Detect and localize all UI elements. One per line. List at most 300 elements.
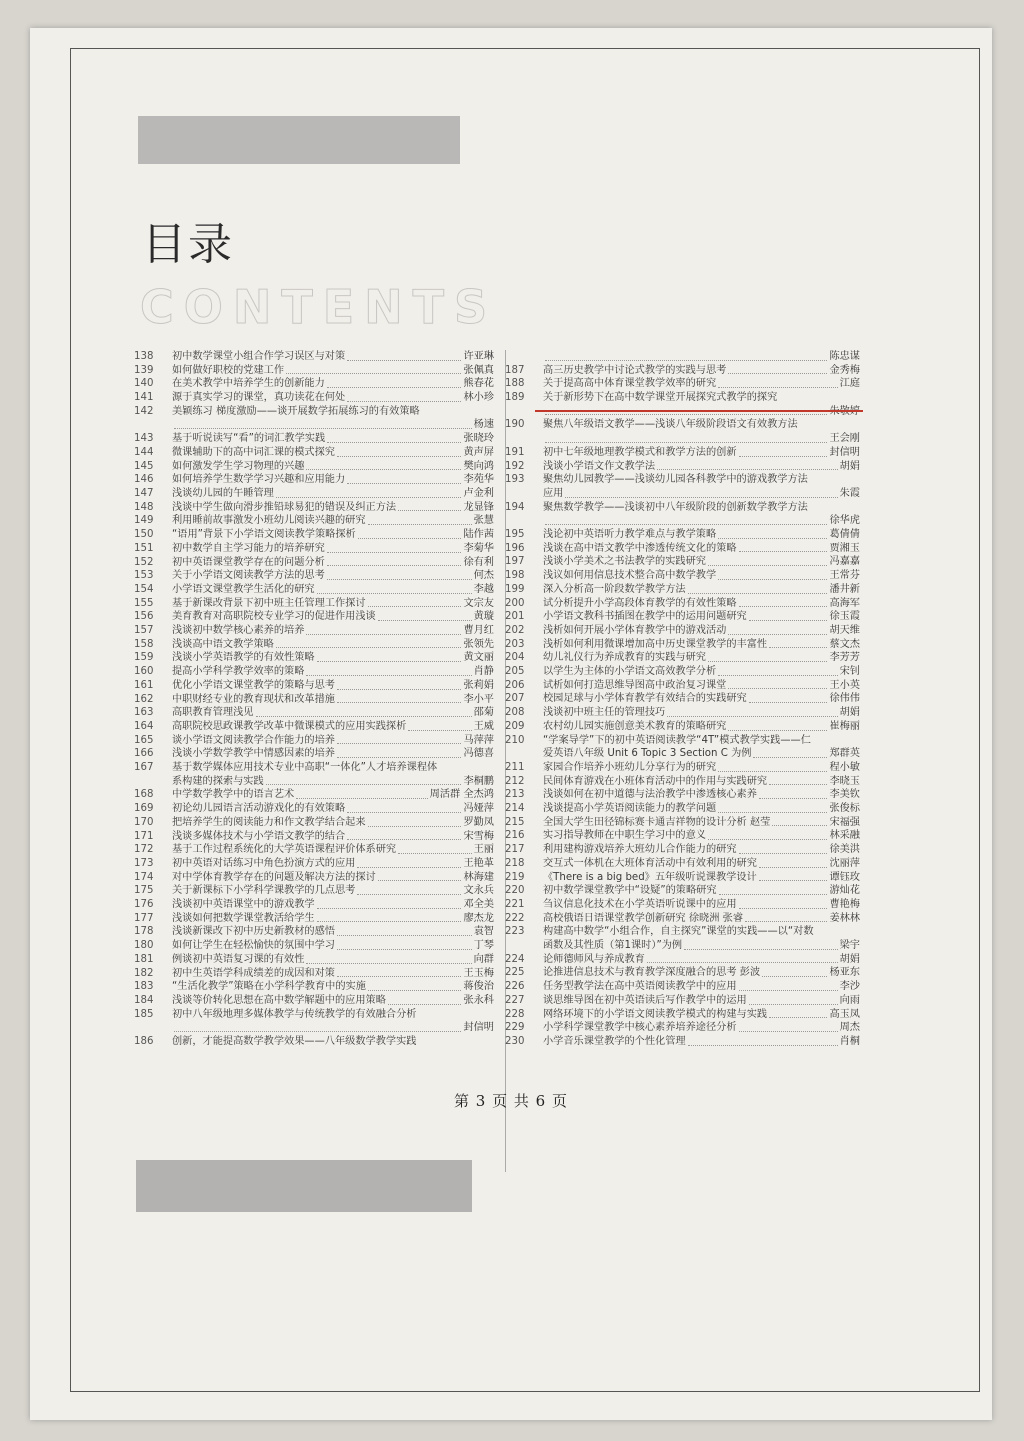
toc-author: 文永兵: [463, 885, 494, 897]
toc-page-number: 139: [134, 364, 154, 376]
dot-leader: [327, 387, 462, 388]
toc-entry: [134, 556, 494, 570]
toc-entry: [134, 734, 494, 748]
toc-author: 崔梅丽: [829, 720, 860, 732]
dot-leader: [728, 688, 827, 689]
toc-page-number: 208: [505, 707, 525, 719]
toc-title: 对中学体育教学存在的问题及解决方法的探讨: [172, 871, 376, 883]
toc-author: 郑群英: [829, 748, 860, 760]
dot-leader: [718, 538, 827, 539]
toc-author: 封信明: [463, 1022, 494, 1034]
toc-title: 构建高中数学“小组合作，自主探究”课堂的实践——以“对数: [543, 926, 814, 938]
toc-entry: [134, 569, 494, 583]
toc-entry: [134, 446, 494, 460]
toc-author: 朱霞: [839, 487, 860, 499]
toc-title: 基于新课改背景下初中班主任管理工作探讨: [172, 597, 366, 609]
toc-entry: [134, 720, 494, 734]
toc-page-number: 207: [505, 693, 525, 705]
toc-title: 如何激发学生学习物理的兴趣: [172, 460, 305, 472]
toc-author: 高玉凤: [829, 1008, 860, 1020]
dot-leader: [266, 784, 462, 785]
toc-page-number: 158: [134, 638, 154, 650]
dot-leader: [728, 634, 827, 635]
toc-entry: [134, 802, 494, 816]
toc-author: 沈丽萍: [829, 857, 860, 869]
dot-leader: [545, 414, 827, 415]
toc-entry: [134, 816, 494, 830]
dot-leader: [174, 1031, 461, 1032]
dot-leader: [378, 620, 472, 621]
toc-entry: [505, 528, 860, 542]
dot-leader: [327, 579, 472, 580]
dot-leader: [306, 963, 471, 964]
dot-leader: [718, 675, 837, 676]
toc-entry: [134, 857, 494, 871]
toc-author: 葛倩倩: [829, 528, 860, 540]
toc-author: 胡天维: [829, 624, 860, 636]
toc-title: “学案导学”下的初中英语阅读教学“4T”模式教学实践——仁: [543, 734, 811, 746]
toc-page-number: 227: [505, 994, 525, 1006]
toc-page-number: 226: [505, 981, 525, 993]
toc-page-number: 178: [134, 926, 154, 938]
toc-title: 美育教育对高职院校专业学习的促进作用浅谈: [172, 611, 376, 623]
toc-author: 李菊华: [463, 542, 494, 554]
toc-entry: [134, 871, 494, 885]
toc-page-number: 138: [134, 351, 154, 362]
toc-author: 周杰: [839, 1022, 860, 1034]
dot-leader: [368, 606, 462, 607]
toc-author: 黄璇: [473, 611, 494, 623]
toc-page-number: 216: [505, 830, 525, 842]
toc-page-number: 222: [505, 912, 525, 924]
toc-page-number: 169: [134, 803, 154, 815]
toc-title: 浅谈中学生做向滑步推铅球易犯的错误及纠正方法: [172, 501, 397, 513]
toc-entry: [505, 857, 860, 871]
dot-leader: [347, 401, 461, 402]
toc-title: 小学语文教科书插图在教学中的运用问题研究: [543, 611, 747, 623]
toc-title: 《There is a big bed》五年级听说课教学设计: [543, 871, 757, 883]
dot-leader: [347, 839, 461, 840]
dot-leader: [759, 798, 828, 799]
dot-leader: [708, 661, 827, 662]
toc-entry: [134, 939, 494, 953]
toc-author: 邵菊: [473, 707, 494, 719]
toc-author: 邓全美: [463, 899, 494, 911]
toc-entry: [134, 528, 494, 542]
toc-entry: [134, 747, 494, 761]
toc-title: 实习指导教师在中职生学习中的意义: [543, 830, 706, 842]
dot-leader: [327, 552, 462, 553]
dot-leader: [337, 743, 461, 744]
toc-page-number: 175: [134, 885, 154, 897]
toc-title: 高校俄语日语课堂教学创新研究 徐晓洲 张睿: [543, 912, 744, 924]
toc-title: 刍议信息化技术在小学英语听说课中的应用: [543, 898, 737, 910]
dot-leader: [327, 565, 462, 566]
toc-entry: [505, 734, 860, 761]
toc-title: 论师德师风与养成教育: [543, 953, 645, 965]
toc-page-number: 165: [134, 734, 154, 746]
toc-title: 家园合作培养小班幼儿分享行为的研究: [543, 761, 717, 773]
toc-title: 浅谈等价转化思想在高中数学解题中的应用策略: [172, 994, 386, 1006]
toc-page-number: 186: [134, 1036, 154, 1048]
toc-entry: [505, 775, 860, 789]
toc-page-number: 163: [134, 707, 154, 719]
toc-author: 周活群 全杰鸿: [429, 789, 494, 801]
dot-leader: [337, 757, 461, 758]
toc-entry: [134, 583, 494, 597]
toc-author: 李美钦: [829, 789, 860, 801]
toc-entry: [134, 665, 494, 679]
toc-author: 冯娅萍: [463, 803, 494, 815]
dot-leader: [647, 962, 838, 963]
dot-leader: [337, 456, 461, 457]
toc-title: 高三历史教学中讨论式教学的实践与思考: [543, 364, 727, 376]
toc-title: 关于新形势下在高中数学课堂开展探究式教学的探究: [543, 392, 778, 404]
toc-author: 王常芬: [829, 570, 860, 582]
toc-entry: [505, 871, 860, 885]
toc-author: 袁智: [473, 926, 494, 938]
toc-author: 熊春花: [463, 378, 494, 390]
toc-page-number: 195: [505, 529, 525, 540]
toc-author: 向群: [473, 953, 494, 965]
toc-title: 浅析如何开展小学体育教学中的游戏活动: [543, 624, 727, 636]
toc-title: 小学科学课堂教学中核心素养培养途径分析: [543, 1022, 737, 1034]
dot-leader: [745, 921, 827, 922]
dot-leader: [368, 990, 462, 991]
toc-page-number: 185: [134, 1008, 154, 1020]
toc-entry: [134, 460, 494, 474]
toc-title: 全国大学生田径锦标赛卡通吉祥物的设计分析 赵莹: [543, 816, 771, 828]
toc-author: 宋福强: [829, 816, 860, 828]
toc-page-number: 188: [505, 378, 525, 390]
dot-leader: [306, 675, 471, 676]
toc-title: 试分析提升小学高段体育教学的有效性策略: [543, 597, 737, 609]
toc-page-number: 166: [134, 748, 154, 760]
toc-title: 浅谈高中语文教学策略: [172, 638, 274, 650]
red-underline-mark: [535, 410, 863, 412]
page-subtitle: CONTENTS: [140, 280, 498, 334]
toc-title: 在美术教学中培养学生的创新能力: [172, 378, 325, 390]
toc-author: 卢金利: [463, 487, 494, 499]
toc-entry: [505, 391, 860, 418]
toc-author: 李越: [473, 583, 494, 595]
toc-author: 宋钊: [839, 666, 860, 678]
toc-entry: [505, 583, 860, 597]
toc-page-number: 206: [505, 679, 525, 691]
toc-right-column: [505, 350, 860, 1049]
toc-author: 金秀梅: [829, 364, 860, 376]
dot-leader: [357, 894, 461, 895]
toc-author: 黄文丽: [463, 652, 494, 664]
toc-page-number: 177: [134, 912, 154, 924]
dot-leader: [286, 373, 461, 374]
toc-author: 蔡文杰: [829, 638, 860, 650]
toc-entry: [505, 377, 860, 391]
page-footer: 第 3 页 共 6 页: [454, 1092, 568, 1110]
toc-entry: [505, 884, 860, 898]
dot-leader: [769, 1017, 827, 1018]
dot-leader: [357, 867, 461, 868]
toc-author: 龙显锋: [463, 501, 494, 513]
toc-entry: [134, 693, 494, 707]
toc-entry: [134, 830, 494, 844]
toc-title: 浅论初中英语听力教学难点与教学策略: [543, 528, 717, 540]
toc-title: 源于真实学习的课堂，真功读花在何处: [172, 392, 346, 404]
dot-leader: [739, 990, 838, 991]
toc-author: 黄声屏: [463, 446, 494, 458]
dot-leader: [739, 551, 828, 552]
toc-title: 初中英语对话练习中角色扮演方式的应用: [172, 857, 356, 869]
toc-page-number: 146: [134, 474, 154, 486]
dot-leader: [398, 510, 461, 511]
toc-page-number: 229: [505, 1022, 525, 1034]
toc-page-number: 140: [134, 378, 154, 390]
toc-entry: [505, 953, 860, 967]
toc-entry: [134, 884, 494, 898]
toc-title: 把培养学生的阅读能力和作文教学结合起来: [172, 816, 366, 828]
toc-entry: [505, 624, 860, 638]
dot-leader: [296, 798, 427, 799]
toc-page-number: 201: [505, 611, 525, 623]
toc-author: 胡娟: [839, 460, 860, 472]
toc-page-number: 213: [505, 789, 525, 801]
toc-page-number: 155: [134, 597, 154, 609]
toc-page-number: 193: [505, 474, 525, 486]
toc-page-number: 149: [134, 515, 154, 527]
dot-leader: [347, 483, 461, 484]
dot-leader: [739, 1031, 838, 1032]
dot-leader: [388, 1004, 462, 1005]
toc-entry: [134, 514, 494, 528]
toc-title: 关于小学语文阅读教学方法的思考: [172, 570, 325, 582]
toc-entry: [505, 925, 860, 952]
toc-title: 初中生英语学科成绩差的成因和对策: [172, 967, 335, 979]
toc-entry: [505, 720, 860, 734]
toc-author: 肖桐: [839, 1035, 860, 1047]
toc-entry: [134, 953, 494, 967]
toc-entry: [505, 829, 860, 843]
dot-leader: [739, 456, 828, 457]
dot-leader: [398, 853, 472, 854]
toc-entry: [134, 624, 494, 638]
toc-entry: [134, 912, 494, 926]
toc-title: 初中数学自主学习能力的培养研究: [172, 542, 325, 554]
toc-author: 王会刚: [829, 433, 860, 445]
toc-left-column: [134, 350, 494, 1049]
toc-page-number: 192: [505, 460, 525, 472]
toc-page-number: 220: [505, 885, 525, 897]
toc-title: 农村幼儿园实施创意美术教育的策略研究: [543, 720, 727, 732]
toc-title: 谈小学语文阅读教学合作能力的培养: [172, 734, 335, 746]
toc-page-number: 202: [505, 624, 525, 636]
toc-title: 浅谈小学语文作文教学法: [543, 460, 656, 472]
toc-title: 爱英语八年级 Unit 6 Topic 3 Section C 为例: [543, 748, 752, 760]
dot-leader: [347, 360, 461, 361]
dot-leader: [545, 524, 827, 525]
toc-title: 初中七年级地理教学模式和教学方法的创新: [543, 446, 737, 458]
toc-author: 文宗友: [463, 597, 494, 609]
dot-leader: [749, 702, 828, 703]
toc-author: 冯德喜: [463, 748, 494, 760]
dot-leader: [739, 853, 828, 854]
toc-entry: [505, 460, 860, 474]
toc-title: 聚焦数学教学——浅谈初中八年级阶段的创新数学教学方法: [543, 501, 808, 513]
toc-page-number: 211: [505, 761, 525, 773]
toc-entry: [134, 473, 494, 487]
toc-page-number: 161: [134, 679, 154, 691]
toc-title: 浅谈新课改下初中历史新教材的感悟: [172, 926, 335, 938]
toc-title: “语用”背景下小学语文阅读教学策略探析: [172, 529, 356, 541]
toc-page-number: 187: [505, 364, 525, 376]
toc-title: 利用建构游戏培养大班幼儿合作能力的研究: [543, 844, 737, 856]
toc-page-number: 183: [134, 981, 154, 993]
toc-author: 林采融: [829, 830, 860, 842]
toc-author: 张俊标: [829, 803, 860, 815]
dot-leader: [337, 935, 472, 936]
toc-title: 初中数学课堂教学中“设疑”的策略研究: [543, 885, 717, 897]
toc-entry: [134, 843, 494, 857]
dot-leader: [688, 1045, 838, 1046]
dot-leader: [256, 716, 472, 717]
toc-title: 试析如何打造思维导图高中政治复习课堂: [543, 679, 727, 691]
toc-entry: [134, 1035, 494, 1049]
toc-entry: [134, 432, 494, 446]
dot-leader: [378, 880, 462, 881]
toc-title: 浅谈幼儿园的午睡管理: [172, 487, 274, 499]
toc-author: 张永科: [463, 994, 494, 1006]
toc-author: 樊向鸿: [463, 460, 494, 472]
toc-title: 初中英语课堂教学存在的问题分析: [172, 556, 325, 568]
toc-entry: [134, 377, 494, 391]
toc-title: 美颖练习 梯度激励——谈开展数学拓展练习的有效策略: [172, 405, 420, 417]
toc-entry: [505, 501, 860, 528]
toc-page-number: 214: [505, 803, 525, 815]
toc-entry: [134, 788, 494, 802]
toc-page-number: 194: [505, 501, 525, 513]
toc-author: 谭钰玫: [829, 871, 860, 883]
toc-entry: [505, 665, 860, 679]
toc-author: 张佩真: [463, 364, 494, 376]
dot-leader: [327, 442, 461, 443]
bottom-banner: [136, 1160, 472, 1212]
toc-page-number: 148: [134, 501, 154, 513]
toc-page-number: 209: [505, 720, 525, 732]
toc-author: 张晓玲: [463, 433, 494, 445]
toc-title: “生活化教学”策略在小学科学教育中的实施: [172, 981, 366, 993]
toc-page-number: 152: [134, 556, 154, 568]
toc-entry: [134, 405, 494, 432]
toc-page-number: 205: [505, 666, 525, 678]
toc-author: 徐玉霞: [829, 611, 860, 623]
toc-title: 如何培养学生数学学习兴趣和应用能力: [172, 474, 346, 486]
toc-page-number: 230: [505, 1035, 525, 1047]
toc-page-number: 184: [134, 994, 154, 1006]
dot-leader: [708, 565, 827, 566]
toc-page-number: 225: [505, 967, 525, 979]
toc-entry: [505, 980, 860, 994]
toc-entry: [505, 597, 860, 611]
dot-leader: [337, 689, 461, 690]
toc-author: 梁宇: [839, 940, 860, 952]
toc-author: 许亚琳: [463, 350, 494, 362]
dot-leader: [772, 825, 827, 826]
toc-entry: [505, 418, 860, 445]
toc-author: 肖静: [473, 666, 494, 678]
toc-title: 应用: [543, 487, 564, 499]
toc-entry: [134, 679, 494, 693]
toc-page-number: 217: [505, 844, 525, 856]
toc-page-number: 159: [134, 652, 154, 664]
toc-entry: [505, 706, 860, 720]
toc-author: 江庭: [839, 378, 860, 390]
toc-title: 聚焦八年级语文教学——浅谈八年级阶段语文有效教方法: [543, 419, 798, 431]
toc-title: 利用睡前故事激发小班幼儿阅读兴趣的研究: [172, 515, 366, 527]
toc-entry: [505, 350, 860, 364]
toc-author: 张领先: [463, 638, 494, 650]
toc-entry: [134, 350, 494, 364]
toc-title: 优化小学语文课堂教学的策略与思考: [172, 679, 335, 691]
toc-title: 小学语文课堂教学生活化的研究: [172, 583, 315, 595]
toc-author: 胡娟: [839, 953, 860, 965]
toc-author: 李晓玉: [829, 775, 860, 787]
dot-leader: [545, 442, 827, 443]
toc-page-number: 172: [134, 844, 154, 856]
toc-title: 高职教育管理浅见: [172, 707, 254, 719]
toc-entry: [134, 391, 494, 405]
toc-entry: [505, 1021, 860, 1035]
toc-entry: [505, 1035, 860, 1049]
toc-author: 王丽: [473, 844, 494, 856]
toc-author: 张莉娟: [463, 679, 494, 691]
toc-entry: [134, 925, 494, 939]
toc-title: 微课辅助下的高中词汇课的模式探究: [172, 446, 335, 458]
dot-leader: [719, 894, 828, 895]
toc-entry: [505, 994, 860, 1008]
dot-leader: [317, 921, 462, 922]
toc-author: 曹月红: [463, 625, 494, 637]
toc-page-number: 141: [134, 392, 154, 404]
toc-page-number: 162: [134, 693, 154, 705]
toc-author: 廖杰龙: [463, 912, 494, 924]
toc-author: 林海建: [463, 871, 494, 883]
toc-title: 中职财经专业的教育现状和改革措施: [172, 693, 335, 705]
toc-page-number: 191: [505, 446, 525, 458]
toc-title: 提高小学科学教学效率的策略: [172, 666, 305, 678]
toc-title: 初中八年级地理多媒体教学与传统教学的有效融合分析: [172, 1008, 417, 1020]
toc-author: 何杰: [473, 570, 494, 582]
toc-entry: [134, 597, 494, 611]
toc-page-number: 224: [505, 953, 525, 965]
toc-page-number: 189: [505, 392, 525, 404]
toc-title: 网络环境下的小学语文阅读教学模式的构建与实践: [543, 1008, 768, 1020]
toc-page-number: 150: [134, 529, 154, 541]
toc-title: 系构建的探索与实践: [172, 775, 264, 787]
dot-leader: [565, 497, 837, 498]
dot-leader: [739, 908, 828, 909]
dot-leader: [688, 593, 828, 594]
toc-page-number: 164: [134, 720, 154, 732]
toc-author: 李芳芳: [829, 652, 860, 664]
toc-author: 游灿花: [829, 885, 860, 897]
toc-page-number: 203: [505, 638, 525, 650]
dot-leader: [718, 387, 837, 388]
toc-entry: [505, 692, 860, 706]
document-sheet: [30, 28, 992, 1420]
toc-author: 王艳革: [463, 857, 494, 869]
toc-page-number: 142: [134, 405, 154, 417]
toc-author: 马萍萍: [463, 734, 494, 746]
toc-page-number: 223: [505, 926, 525, 938]
